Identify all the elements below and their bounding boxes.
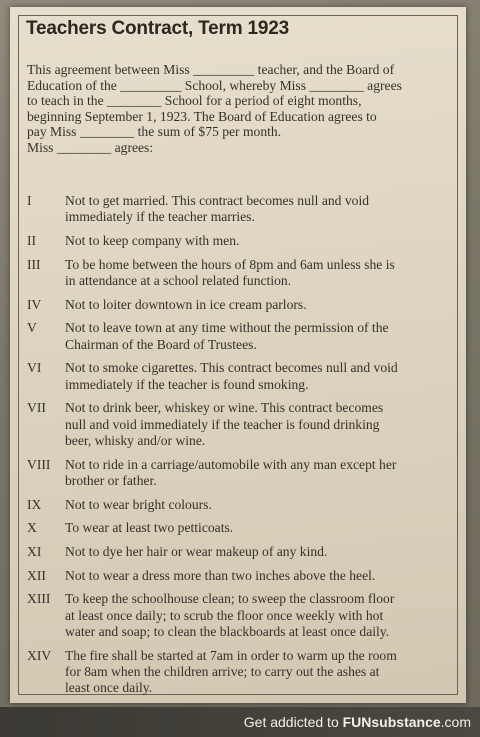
rule-text-line: Not to smoke cigarettes. This contract becomes null and void: [65, 360, 398, 376]
rule-text: [65, 360, 459, 393]
rule-text-line: immediately if the teacher marries.: [65, 209, 255, 225]
rule-text-line: in attendance at a school related function.: [65, 272, 292, 288]
intro-line: This agreement between Miss _________ teacher, and the Board of: [27, 62, 395, 77]
rule-number: XI: [27, 543, 42, 559]
contract-rule: [27, 360, 459, 393]
rule-text-line: Not to wear bright colours.: [65, 496, 212, 512]
rule-number: I: [27, 193, 32, 208]
rule-text: [65, 591, 459, 640]
rule-number: V: [27, 320, 37, 336]
rule-text: [65, 193, 459, 226]
contract-rule: [27, 320, 459, 353]
rule-text: [65, 520, 459, 536]
rule-text: [65, 568, 459, 584]
contract-rule: [27, 257, 459, 290]
rule-number: XIII: [27, 591, 51, 607]
rule-text-line: beer, whisky and/or wine.: [65, 432, 206, 448]
intro-line: Miss ________ agrees:: [27, 139, 154, 155]
document-title: Teachers Contract, Term 1923: [26, 18, 289, 39]
rule-text-line: least once daily.: [65, 680, 153, 696]
rule-text-line: Not to ride in a carriage/automobile with any man except her: [65, 456, 397, 472]
rule-number: III: [27, 256, 41, 272]
rule-number: II: [27, 232, 37, 248]
watermark-prefix: Get addicted to: [243, 714, 343, 730]
contract-document: [10, 7, 466, 703]
contract-rule: [27, 400, 459, 449]
rule-number: XII: [27, 567, 46, 583]
watermark-suffix: .com: [440, 714, 471, 730]
rule-text-line: Not to keep company with men.: [65, 232, 240, 248]
rule-number: XIV: [27, 647, 52, 663]
contract-rule: [27, 193, 459, 226]
rule-number: X: [27, 520, 37, 536]
rule-text-line: To keep the schoolhouse clean; to sweep the classroom floor: [65, 591, 395, 607]
rule-number: VII: [27, 400, 46, 416]
rule-text: [65, 400, 459, 449]
rule-text-line: Not to get married. This contract becomes null and void: [65, 193, 370, 208]
rule-text-line: Not to dye her hair or wear makeup of any kind.: [65, 543, 328, 559]
rule-text-line: null and void immediately if the teacher is found drinking: [65, 416, 380, 432]
rule-number: IX: [27, 496, 42, 512]
contract-rule: [27, 520, 459, 536]
contract-rule: [27, 544, 459, 560]
contract-rule: [27, 457, 459, 490]
rule-text-line: Not to leave town at any time without the permission of the: [65, 320, 389, 336]
rule-text: [65, 320, 459, 353]
rule-text-line: water and soap; to clean the blackboards at least once daily.: [65, 623, 390, 639]
rule-text: [65, 648, 459, 697]
contract-rule: [27, 497, 459, 513]
rule-number: VIII: [27, 456, 51, 472]
intro-line: pay Miss ________ the sum of $75 per month.: [27, 124, 282, 140]
rule-text: [65, 497, 459, 513]
rule-text-line: brother or father.: [65, 472, 157, 488]
watermark-brand: FUNsubstance: [342, 714, 441, 730]
rule-text-line: for 8am when the children arrive; to carry out the ashes at: [65, 663, 380, 679]
intro-line: beginning September 1, 1923. The Board of Education agrees to: [27, 108, 377, 124]
contract-rule: [27, 568, 459, 584]
contract-rule: [27, 297, 459, 313]
contract-rule: [27, 233, 459, 249]
intro-paragraph: [27, 62, 455, 156]
rule-text-line: Chairman of the Board of Trustees.: [65, 336, 257, 352]
contract-rule: [27, 648, 459, 697]
rule-text: [65, 297, 459, 313]
rule-number: VI: [27, 360, 42, 376]
contract-rule: [27, 591, 459, 640]
watermark-bar: [0, 707, 480, 737]
rule-number: IV: [27, 296, 42, 312]
rule-text-line: at least once daily; to scrub the floor once weekly with hot: [65, 607, 384, 623]
rule-text: [65, 457, 459, 490]
rule-text-line: Not to wear a dress more than two inches above the heel.: [65, 567, 376, 583]
rule-text-line: The fire shall be started at 7am in order to warm up the room: [65, 647, 397, 663]
rule-text: [65, 257, 459, 290]
rule-text-line: To be home between the hours of 8pm and 6am unless she is: [65, 256, 395, 272]
rule-text-line: Not to loiter downtown in ice cream parlors.: [65, 296, 307, 312]
rule-text-line: To wear at least two petticoats.: [65, 520, 234, 536]
rules-list: [27, 193, 459, 704]
rule-text-line: Not to drink beer, whiskey or wine. This contract becomes: [65, 400, 384, 416]
rule-text-line: immediately if the teacher is found smoking.: [65, 376, 309, 392]
site-watermark: [244, 714, 471, 730]
intro-line: Education of the _________ School, whereby Miss ________ agrees: [27, 77, 402, 93]
rule-text: [65, 233, 459, 249]
intro-line: to teach in the ________ School for a period of eight months,: [27, 93, 362, 109]
rule-text: [65, 544, 459, 560]
